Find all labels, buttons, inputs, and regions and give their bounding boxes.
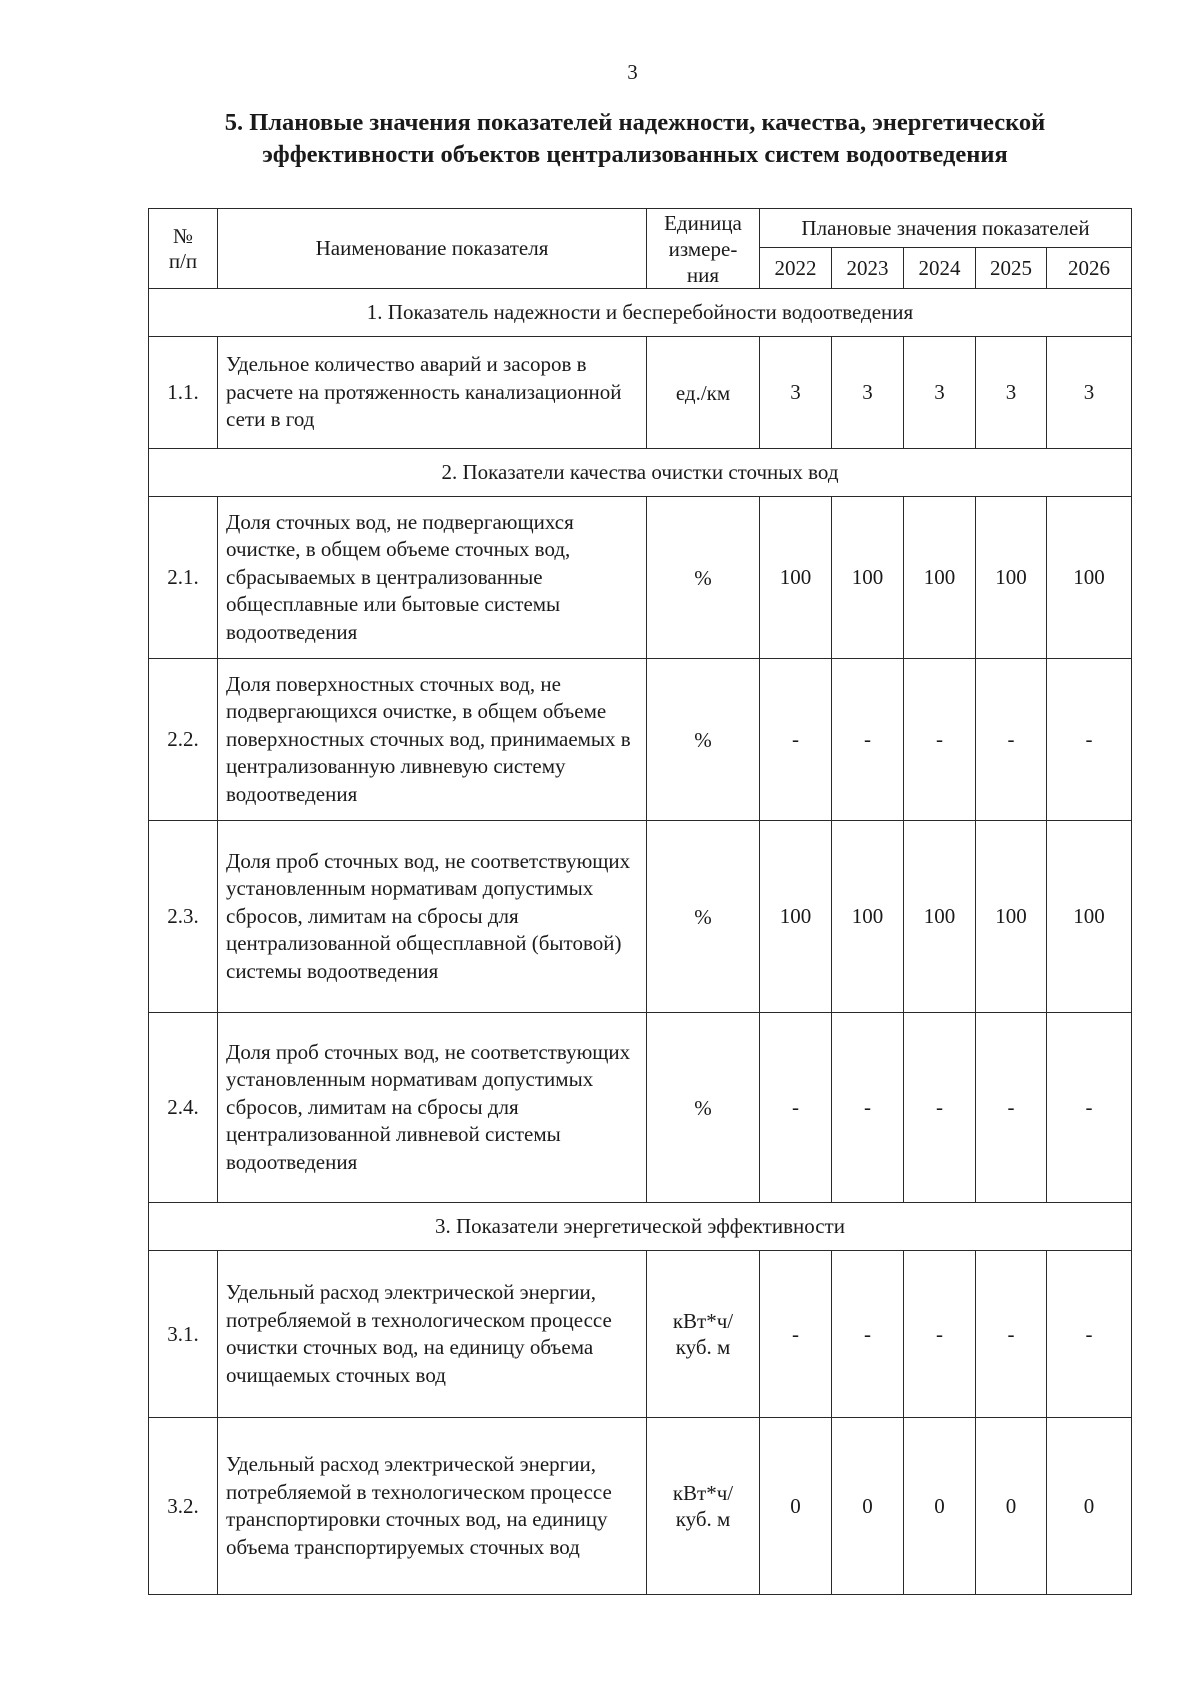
row-unit <box>647 1418 760 1595</box>
row-value: - <box>1047 1013 1132 1203</box>
section-title: 2. Показатели качества очистки сточных вод <box>149 449 1132 497</box>
row-unit-line1: % <box>694 904 712 929</box>
section-header-row <box>149 1203 1132 1251</box>
header-year: 2022 <box>760 248 832 289</box>
row-unit <box>647 821 760 1013</box>
document-title <box>140 107 1130 171</box>
row-value: 100 <box>1047 821 1132 1013</box>
row-value: - <box>760 1251 832 1418</box>
page-number: 3 <box>627 60 638 84</box>
row-number: 3.1. <box>149 1251 218 1418</box>
header-year: 2025 <box>976 248 1047 289</box>
row-value: 100 <box>976 821 1047 1013</box>
row-number: 2.2. <box>149 659 218 821</box>
header-unit-line2: измере- <box>668 236 738 261</box>
row-unit <box>647 659 760 821</box>
row-value: 0 <box>760 1418 832 1595</box>
table-row <box>149 1418 1132 1595</box>
row-unit <box>647 337 760 449</box>
header-unit-line1: Единица <box>664 210 742 235</box>
table-row <box>149 659 1132 821</box>
table-row <box>149 497 1132 659</box>
header-row-1 <box>149 209 1132 248</box>
row-value: - <box>760 1013 832 1203</box>
row-value: - <box>832 1013 904 1203</box>
row-unit <box>647 1251 760 1418</box>
table-row <box>149 1013 1132 1203</box>
title-line-1: 5. Плановые значения показателей надежности, качества, энергетической <box>224 109 1046 136</box>
row-unit <box>647 497 760 659</box>
header-number-line2: п/п <box>168 248 198 273</box>
header-unit-line3: ния <box>686 262 720 287</box>
header-year: 2024 <box>904 248 976 289</box>
header-year: 2023 <box>832 248 904 289</box>
header-year: 2026 <box>1047 248 1132 289</box>
section-header-row <box>149 449 1132 497</box>
row-value: 3 <box>760 337 832 449</box>
header-number-line1: № <box>172 223 194 248</box>
indicators-table <box>148 208 1132 1595</box>
row-value: 0 <box>976 1418 1047 1595</box>
row-unit-line2: куб. м <box>675 1335 731 1359</box>
table-row <box>149 337 1132 449</box>
row-value: 100 <box>832 497 904 659</box>
section-title: 3. Показатели энергетической эффективности <box>149 1203 1132 1251</box>
row-value: - <box>760 659 832 821</box>
row-value: - <box>904 1013 976 1203</box>
row-value: 3 <box>904 337 976 449</box>
row-value: 100 <box>760 497 832 659</box>
table-row <box>149 821 1132 1013</box>
row-value: - <box>1047 659 1132 821</box>
row-unit <box>647 1013 760 1203</box>
row-value: - <box>976 659 1047 821</box>
header-number <box>149 209 218 289</box>
row-indicator-name: Доля проб сточных вод, не соответствующих установленным нормативам допустимых сбросов, лимитам на сбросы для централизованной ливневой системы водоотведения <box>218 1013 647 1203</box>
row-value: 100 <box>976 497 1047 659</box>
row-value: 100 <box>904 821 976 1013</box>
header-planned-values: Плановые значения показателей <box>760 209 1132 248</box>
row-value: - <box>976 1251 1047 1418</box>
row-unit-line1: кВт*ч/ <box>672 1481 734 1505</box>
section-header-row <box>149 289 1132 337</box>
row-value: 0 <box>904 1418 976 1595</box>
row-indicator-name: Доля сточных вод, не подвергающихся очистке, в общем объеме сточных вод, сбрасываемых в централизованные общесплавные или бытовые системы водоотведения <box>218 497 647 659</box>
row-value: 3 <box>1047 337 1132 449</box>
row-indicator-name: Удельный расход электрической энергии, потребляемой в технологическом процессе очистки сточных вод, на единицу объема очищаемых сточных вод <box>218 1251 647 1418</box>
section-title: 1. Показатель надежности и бесперебойности водоотведения <box>149 289 1132 337</box>
row-indicator-name: Удельный расход электрической энергии, потребляемой в технологическом процессе транспортировки сточных вод, на единицу объема транспортируемых сточных вод <box>218 1418 647 1595</box>
row-number: 3.2. <box>149 1418 218 1595</box>
row-value: - <box>832 659 904 821</box>
row-value: 3 <box>976 337 1047 449</box>
row-unit-line1: кВт*ч/ <box>672 1309 734 1333</box>
table-row <box>149 1251 1132 1418</box>
row-unit-line1: % <box>694 565 712 590</box>
row-value: - <box>904 659 976 821</box>
row-unit-line1: ед./км <box>675 380 731 405</box>
row-value: - <box>976 1013 1047 1203</box>
header-unit <box>647 209 760 289</box>
header-indicator-name: Наименование показателя <box>218 209 647 289</box>
row-number: 2.4. <box>149 1013 218 1203</box>
title-line-2: эффективности объектов централизованных систем водоотведения <box>262 141 1008 168</box>
row-unit-line1: % <box>694 727 712 752</box>
row-unit-line1: % <box>694 1095 712 1120</box>
row-value: - <box>1047 1251 1132 1418</box>
row-unit-line2: куб. м <box>675 1507 731 1531</box>
row-indicator-name: Доля поверхностных сточных вод, не подвергающихся очистке, в общем объеме поверхностных сточных вод, принимаемых в централизованную ливневую систему водоотведения <box>218 659 647 821</box>
row-indicator-name: Доля проб сточных вод, не соответствующих установленным нормативам допустимых сбросов, лимитам на сбросы для централизованной общесплавной (бытовой) системы водоотведения <box>218 821 647 1013</box>
row-value: 0 <box>832 1418 904 1595</box>
row-value: - <box>904 1251 976 1418</box>
row-number: 2.3. <box>149 821 218 1013</box>
row-value: 3 <box>832 337 904 449</box>
row-value: 100 <box>760 821 832 1013</box>
row-indicator-name: Удельное количество аварий и засоров в расчете на протяженность канализационной сети в год <box>218 337 647 449</box>
row-value: 100 <box>1047 497 1132 659</box>
row-number: 2.1. <box>149 497 218 659</box>
row-value: 100 <box>832 821 904 1013</box>
row-value: - <box>832 1251 904 1418</box>
row-value: 100 <box>904 497 976 659</box>
row-value: 0 <box>1047 1418 1132 1595</box>
row-number: 1.1. <box>149 337 218 449</box>
